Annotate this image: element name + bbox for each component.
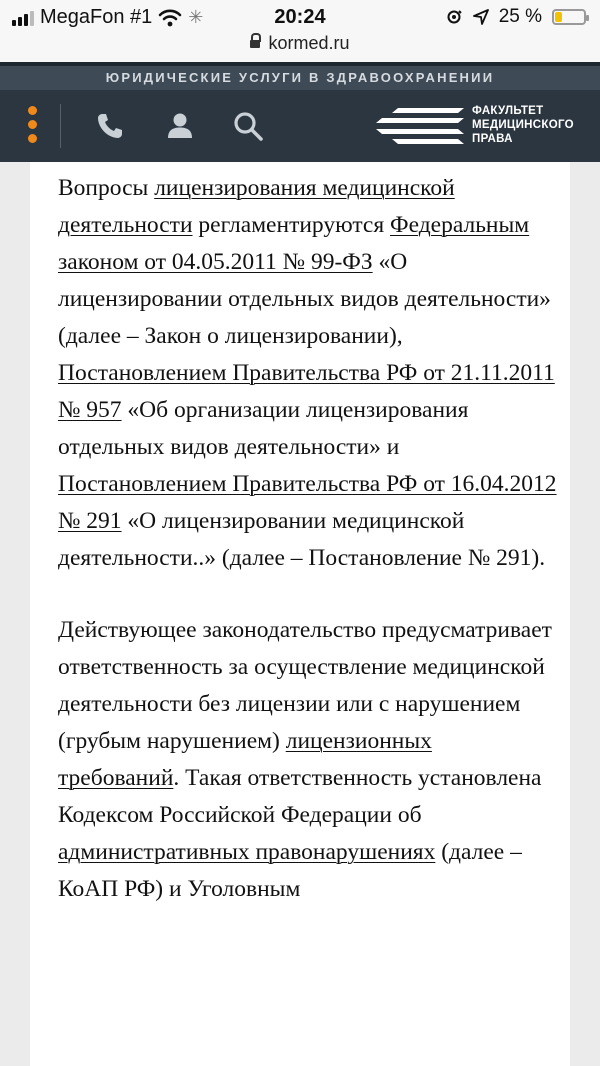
loading-icon: ✳ [188, 7, 204, 27]
article-paragraph-1 [30, 170, 558, 577]
divider [60, 104, 61, 148]
lock-icon [250, 40, 260, 48]
text-span: «Об организации лицензирования отдельных видов деятельности» и [58, 397, 469, 460]
logo-line-2: МЕДИЦИНСКОГО [472, 119, 574, 131]
status-bar [0, 0, 600, 62]
link-licensing[interactable]: лицензирования медицинской деятельности [58, 175, 455, 238]
text-span: . Такая ответственность установлена Кодексом Российской Федерации об [58, 765, 542, 828]
tagline-strip [0, 62, 600, 90]
orientation-lock-icon [445, 8, 463, 26]
site-logo[interactable] [372, 104, 582, 150]
url-text: kormed.ru [268, 33, 350, 53]
link-license-requirements[interactable]: лицензионных требований [58, 728, 432, 791]
text-span: (далее – КоАП РФ) и Уголовным [58, 839, 522, 902]
link-federal-law-99[interactable]: Федеральным законом от 04.05.2011 № 99-ФЗ [58, 212, 530, 275]
logo-line-1: ФАКУЛЬТЕТ [472, 105, 544, 117]
text-span: «О лицензировании отдельных видов деятельности» (далее – Закон о лицензировании), [58, 249, 551, 349]
logo-mark-icon [372, 106, 466, 146]
menu-dots-icon[interactable] [28, 106, 38, 146]
article-paragraph-2 [30, 612, 558, 908]
status-right [445, 6, 586, 28]
search-icon[interactable] [232, 110, 264, 142]
user-icon[interactable] [164, 110, 196, 142]
clock: 20:24 [274, 6, 326, 28]
link-administrative-offences[interactable]: административных правонарушениях [58, 839, 436, 865]
text-span: регламентируются [192, 212, 391, 238]
logo-text [472, 104, 574, 146]
location-arrow-icon [473, 9, 489, 25]
tagline: ЮРИДИЧЕСКИЕ УСЛУГИ В ЗДРАВООХРАНЕНИИ [105, 70, 495, 85]
logo-line-3: ПРАВА [472, 133, 513, 145]
address-bar[interactable] [0, 33, 600, 54]
carrier-name: MegaFon #1 [40, 6, 153, 28]
site-header [0, 90, 600, 162]
text-span: Вопросы [58, 175, 155, 201]
text-span: Действующее законодательство предусматривает ответственность за осуществление медицинской деятельности без лицензии или с нарушением (грубым нарушением) [58, 617, 552, 754]
article-body [30, 162, 570, 1066]
text-span: «О лицензировании медицинской деятельности..» (далее – Постановление № 291). [58, 508, 546, 571]
battery-icon [552, 9, 586, 25]
link-decree-957[interactable]: Постановлением Правительства РФ от 21.11.2011 № 957 [58, 360, 555, 423]
phone-icon[interactable] [94, 110, 126, 142]
battery-percent: 25 % [498, 6, 542, 27]
link-decree-291[interactable]: Постановлением Правительства РФ от 16.04.2012 № 291 [58, 471, 557, 534]
